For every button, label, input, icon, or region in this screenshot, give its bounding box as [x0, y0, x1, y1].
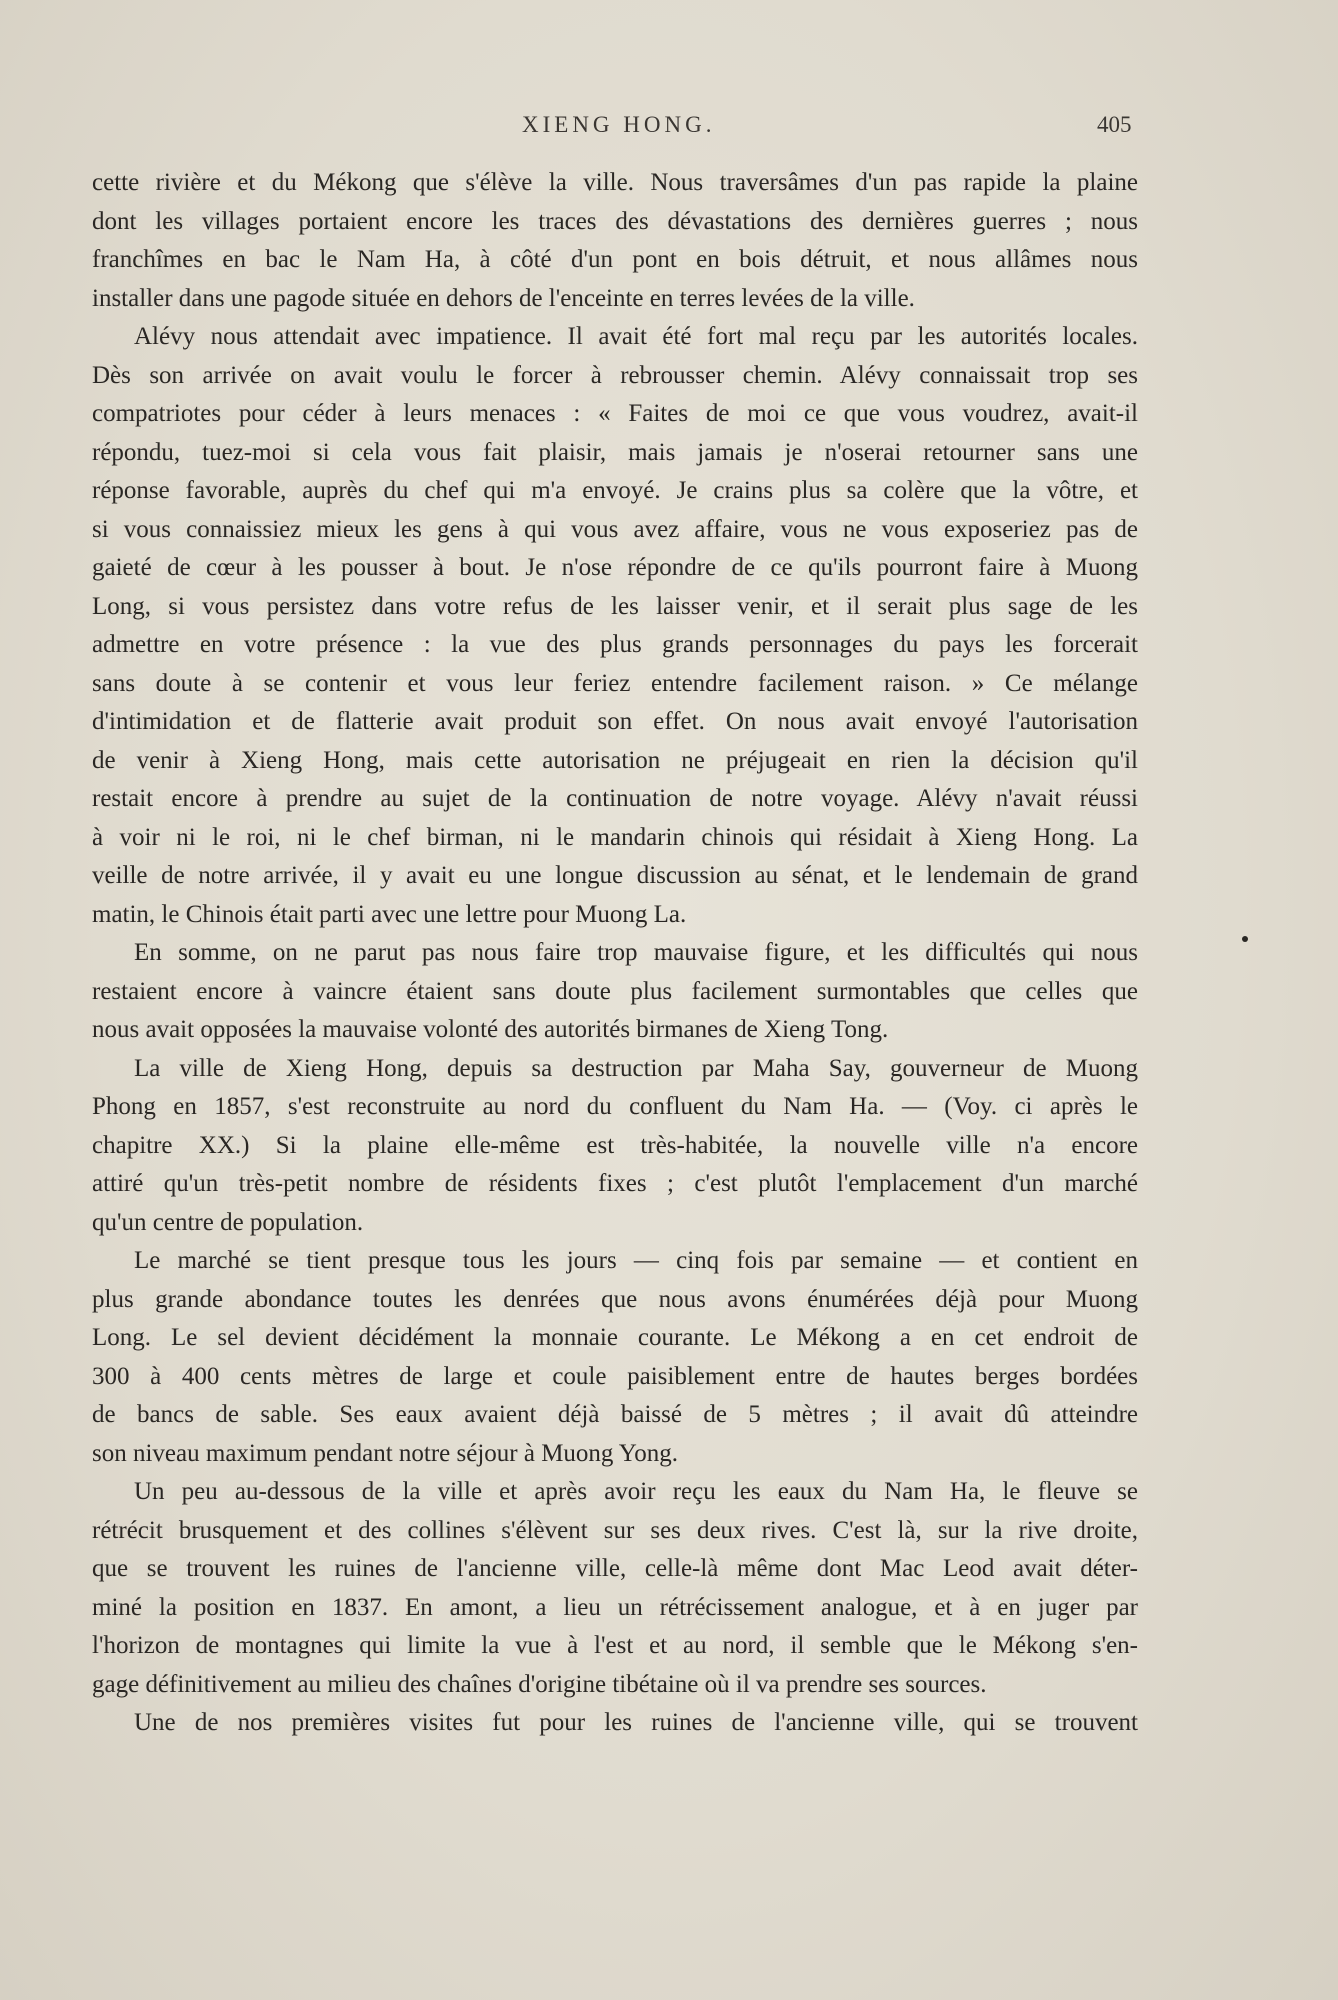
text-line: Long. Le sel devient décidément la monnaie courante. Le Mékong a en cet endroit de: [92, 1324, 1138, 1351]
text-line: si vous connaissiez mieux les gens à qui vous avez affaire, vous ne vous exposeriez pas de: [92, 515, 1138, 543]
text-line: Long, si vous persistez dans votre refus de les laisser venir, et il serait plus sage de les: [92, 592, 1138, 620]
text-line: Phong en 1857, s'est reconstruite au nord du confluent du Nam Ha. — (Voy. ci après le: [92, 1093, 1138, 1120]
page-number: 405: [1097, 112, 1132, 137]
text-line: de venir à Xieng Hong, mais cette autorisation ne préjugeait en rien la décision qu'il: [92, 746, 1138, 774]
text-line: dont les villages portaient encore les traces des dévastations des dernières guerres ; nous: [92, 207, 1138, 235]
text-line: chapitre XX.) Si la plaine elle-même est très-habitée, la nouvelle ville n'a encore: [92, 1131, 1138, 1159]
text-line: que se trouvent les ruines de l'ancienne ville, celle-là même dont Mac Leod avait déter-: [92, 1555, 1138, 1582]
text-line: son niveau maximum pendant notre séjour à Muong Yong.: [92, 1439, 679, 1467]
running-title: XIENG HONG.: [522, 112, 716, 137]
text-line: plus grande abondance toutes les denrées que nous avons énumérées déjà pour Muong: [92, 1285, 1138, 1313]
text-line: qu'un centre de population.: [92, 1208, 364, 1236]
text-line: réponse favorable, auprès du chef qui m'a envoyé. Je crains plus sa colère que la vôtre, et: [92, 477, 1138, 504]
text-line: répondu, tuez-moi si cela vous fait plaisir, mais jamais je n'oserai retourner sans une: [92, 438, 1138, 466]
text-line: nous avait opposées la mauvaise volonté des autorités birmanes de Xieng Tong.: [92, 1016, 889, 1043]
text-line: de bancs de sable. Ses eaux avaient déjà baissé de 5 mètres ; il avait dû atteindre: [92, 1401, 1138, 1428]
text-line: rétrécit brusquement et des collines s'élèvent sur ses deux rives. C'est là, sur la rive droite,: [92, 1516, 1138, 1544]
text-line: installer dans une pagode située en dehors de l'enceinte en terres levées de la ville.: [92, 284, 915, 312]
text-line: l'horizon de montagnes qui limite la vue à l'est et au nord, il semble que le Mékong s'en-: [92, 1632, 1138, 1659]
text-line: Dès son arrivée on avait voulu le forcer à rebrousser chemin. Alévy connaissait trop ses: [92, 361, 1138, 389]
text-line: restaient encore à vaincre étaient sans doute plus facilement surmontables que celles que: [92, 977, 1138, 1005]
text-line: attiré qu'un très-petit nombre de résidents fixes ; c'est plutôt l'emplacement d'un marché: [92, 1170, 1138, 1197]
text-line: à voir ni le roi, ni le chef birman, ni le mandarin chinois qui résidait à Xieng Hong. La: [92, 823, 1138, 851]
text-line: franchîmes en bac le Nam Ha, à côté d'un pont en bois détruit, et nous allâmes nous: [92, 246, 1138, 273]
text-line: gaieté de cœur à les pousser à bout. Je n'ose répondre de ce qu'ils pourront faire à Muong: [92, 554, 1138, 581]
running-head: [0, 112, 1338, 152]
text-line: matin, le Chinois était parti avec une lettre pour Muong La.: [92, 900, 687, 928]
text-line: En somme, on ne parut pas nous faire trop mauvaise figure, et les difficultés qui nous: [134, 939, 1138, 966]
text-line: 300 à 400 cents mètres de large et coule paisiblement entre de hautes berges bordées: [92, 1362, 1138, 1390]
text-line: gage définitivement au milieu des chaînes d'origine tibétaine où il va prendre ses sources.: [92, 1670, 987, 1698]
text-line: veille de notre arrivée, il y avait eu une longue discussion au sénat, et le lendemain de grand: [92, 862, 1138, 889]
text-line: restait encore à prendre au sujet de la continuation de notre voyage. Alévy n'avait réussi: [92, 785, 1138, 812]
text-line: admettre en votre présence : la vue des plus grands personnages du pays les forcerait: [92, 631, 1138, 658]
margin-dot-mark: [1242, 936, 1248, 942]
body-text: [92, 164, 1138, 1743]
text-line: Alévy nous attendait avec impatience. Il avait été fort mal reçu par les autorités locales.: [134, 323, 1138, 350]
text-line: cette rivière et du Mékong que s'élève la ville. Nous traversâmes d'un pas rapide la plaine: [92, 169, 1138, 196]
text-line: Un peu au-dessous de la ville et après avoir reçu les eaux du Nam Ha, le fleuve se: [134, 1478, 1138, 1505]
text-line: Une de nos premières visites fut pour les ruines de l'ancienne ville, qui se trouvent: [134, 1709, 1138, 1736]
text-line: miné la position en 1837. En amont, a lieu un rétrécissement analogue, et à en juger par: [92, 1593, 1138, 1621]
text-line: La ville de Xieng Hong, depuis sa destruction par Maha Say, gouverneur de Muong: [134, 1054, 1138, 1082]
text-line: Le marché se tient presque tous les jours — cinq fois par semaine — et contient en: [134, 1247, 1138, 1274]
text-line: sans doute à se contenir et vous leur feriez entendre facilement raison. » Ce mélange: [92, 669, 1138, 697]
text-line: d'intimidation et de flatterie avait produit son effet. On nous avait envoyé l'autorisation: [92, 708, 1138, 735]
text-line: compatriotes pour céder à leurs menaces : « Faites de moi ce que vous voudrez, avait-il: [92, 400, 1138, 427]
